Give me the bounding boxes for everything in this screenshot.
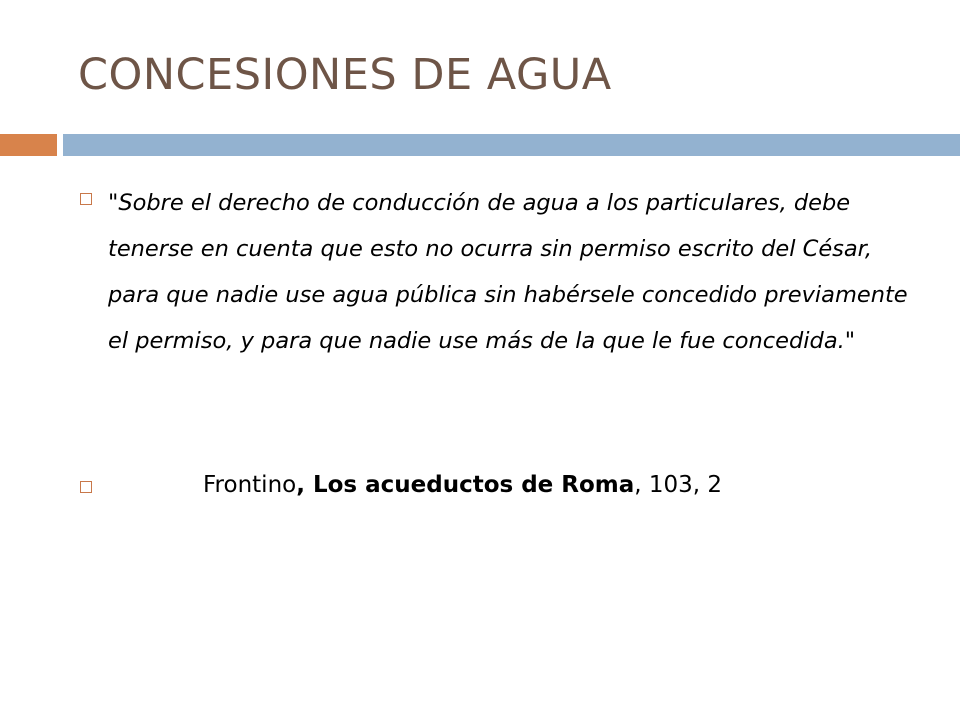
citation-work-title: , Los acueductos de Roma [296,472,635,498]
citation-author: Frontino [203,472,297,498]
citation-reference: , 103, 2 [634,472,723,498]
title-rule-bar [63,134,960,156]
title-accent-bar [0,134,57,156]
hollow-square-bullet-icon [80,193,92,205]
slide-title: CONCESIONES DE AGUA [78,50,612,100]
citation [203,468,722,502]
hollow-square-bullet-icon [80,481,92,493]
quote-text: "Sobre el derecho de conducción de agua a los particulares, debe tenerse en cuenta que esto no ocurra sin permiso escrito del César, para que nadie use agua pública sin habérsele concedido previamente el permiso, y para que nadie use más de la que le fue concedida." [108,190,908,354]
